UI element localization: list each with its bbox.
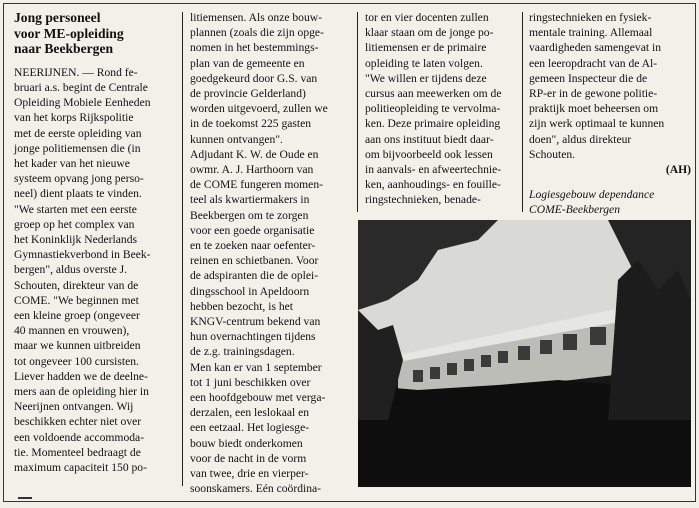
column-divider: [182, 12, 183, 486]
column-divider: [357, 12, 358, 212]
text-line: tor en vier docenten zullen: [365, 11, 489, 24]
text-line: litiemensen. Als onze bouw-: [190, 11, 323, 24]
text-line: hun overnachtingen tijdens: [190, 330, 316, 344]
text-line: nomen in het bestemmings-: [190, 41, 319, 55]
text-line: klaar staan om de jonge po-: [365, 26, 494, 40]
text-line: ringstechnieken en fysiek-: [529, 11, 652, 24]
text-line: de COME fungeren momen-: [190, 178, 323, 192]
text-line: voor een goede organisatie: [190, 223, 315, 237]
text-line: maar we kunnen uitbreiden: [14, 339, 141, 353]
text-line: reinen en schietbanen. Voor: [190, 254, 319, 268]
author-signature: (AH): [665, 163, 691, 177]
page-edge-mark: [18, 497, 32, 499]
text-line: aan ons instituut biedt daar-: [365, 132, 494, 146]
text-line: ken. Deze primaire opleiding: [365, 117, 501, 131]
text-line: in aanvals- en afweertechnie-: [365, 163, 502, 177]
building-photo-image: [358, 220, 691, 487]
text-line: opleiding te laten volgen.: [365, 56, 483, 70]
text-line: doen", aldus direkteur: [529, 132, 632, 146]
newspaper-page: [3, 3, 696, 502]
text-line: maximum capaciteit 150 po-: [14, 461, 147, 475]
text-line: Neerijnen ontvangen. Wij: [14, 400, 134, 414]
text-line: 40 mannen en vrouwen),: [14, 324, 130, 338]
text-line: derzalen, een leslokaal en: [190, 406, 310, 420]
headline: [14, 10, 174, 57]
text-line: tie. Momenteel bedraagt de: [14, 445, 141, 459]
text-line: Men kan er van 1 september: [190, 360, 322, 374]
text-line: tot 1 juni beschikken over: [190, 375, 311, 389]
text-line: Beekbergen om te zorgen: [190, 208, 309, 222]
text-line: beschikken echter niet over: [14, 415, 142, 429]
article-column-3: [365, 10, 515, 208]
text-line: Liever hadden we de deelne-: [14, 369, 148, 383]
headline-line: voor ME-opleiding: [14, 25, 124, 41]
text-line: een hoofdgebouw met verga-: [190, 391, 326, 405]
text-line: een eetzaal. Het logiesge-: [190, 421, 310, 435]
text-line: met de eerste opleiding van: [14, 126, 142, 140]
headline-line: naar Beekbergen: [14, 41, 114, 57]
text-line: en te zoeken naar oefenter-: [190, 239, 316, 253]
text-line: bouw biedt onderkomen: [190, 436, 303, 450]
text-line: een voldoende accommoda-: [14, 430, 145, 444]
text-line: Opleiding Mobiele Eenheden: [14, 96, 151, 110]
text-line: Schouten, direkteur van de: [14, 278, 139, 292]
text-line: voor de nacht in de vorm: [190, 451, 307, 465]
text-line: om bijvoorbeeld ook lessen: [365, 147, 493, 161]
text-line: gemeen Inspecteur die de: [529, 71, 648, 85]
text-line: praktijk moet beheersen om: [529, 102, 659, 116]
article-column-1: [14, 10, 174, 475]
text-line: de provincie Gelderland): [190, 87, 306, 101]
caption-line: COME-Beekbergen: [529, 203, 620, 217]
text-line: een kleine groep (ongeveer: [14, 309, 140, 323]
text-line: tot ongeveer 100 cursisten.: [14, 354, 139, 368]
text-line: owmr. A. J. Harthoorn van: [190, 163, 314, 177]
text-line: bruari a.s. begint de Centrale: [14, 80, 148, 94]
article-column-2: [190, 10, 350, 497]
text-line: worden uitgevoerd, zullen we: [190, 102, 328, 116]
text-line: neel) dient plaats te vinden.: [14, 187, 142, 201]
column-divider: [522, 12, 523, 212]
text-line: plannen (zoals die zijn opge-: [190, 26, 324, 40]
text-line: ringstechnieken, benade-: [365, 193, 481, 207]
text-line: politieopleiding te vervolma-: [365, 102, 501, 116]
text-line: ken, aanhoudings- en fouille-: [365, 178, 501, 192]
text-line: bergen", aldus overste J.: [14, 263, 128, 277]
column-text: [14, 65, 174, 475]
building-photo: [358, 220, 691, 487]
text-line: mentale training. Allemaal: [529, 26, 653, 40]
text-line: "We starten met een eerste: [14, 202, 137, 216]
text-line: Schouten.: [529, 147, 576, 161]
text-line: soonskamers. Eén coördina-: [190, 482, 322, 496]
text-line: van twee, drie en vierper-: [190, 467, 309, 481]
text-line: plan van de gemeente en: [190, 56, 305, 70]
text-line: het kader van het nieuwe: [14, 157, 130, 170]
text-line: vaardigheden samengevat in: [529, 41, 661, 55]
text-line: dingsschool in Apeldoorn: [190, 284, 310, 298]
text-line: Adjudant K. W. de Oude en: [190, 147, 319, 161]
text-line: systeem opvang jong perso-: [14, 172, 144, 186]
text-line: een leeropdracht van de Al-: [529, 56, 658, 70]
text-line: jonge politiemensen die (in: [14, 141, 141, 155]
text-line: kunnen ontvangen".: [190, 132, 283, 146]
text-line: groep op het complex van: [14, 217, 135, 231]
text-line: cursus aan meewerken om de: [365, 87, 502, 101]
text-line: van het korps Rijkspolitie: [14, 111, 134, 125]
text-line: RP-er in de gewone politie-: [529, 87, 658, 101]
text-line: het Koninklijk Nederlands: [14, 233, 137, 247]
text-line: goedgekeurd door G.S. van: [190, 71, 318, 85]
article-column-4: [529, 10, 691, 218]
photo-caption: [529, 187, 691, 217]
text-line: Gymnastiekverbond in Beek-: [14, 248, 151, 262]
text-line: mers aan de opleiding hier in: [14, 385, 149, 399]
column-text: [365, 10, 515, 208]
headline-line: Jong personeel: [14, 10, 101, 25]
text-line: teel als kwartiermakers in: [190, 193, 310, 207]
text-line: in de toekomst 225 gasten: [190, 117, 312, 131]
text-line: de z.g. trainingsdagen.: [190, 345, 295, 359]
caption-line: Logiesgebouw dependance: [529, 188, 655, 202]
column-text: [529, 10, 691, 162]
column-text: [190, 10, 350, 497]
text-line: litiemensen er de primaire: [365, 41, 487, 55]
text-line: de adspiranten die de oplei-: [190, 269, 319, 283]
text-line: KNGV-centrum bekend van: [190, 315, 321, 329]
text-line: NEERIJNEN. — Rond fe-: [14, 65, 138, 79]
text-line: zijn werk optimaal te kunnen: [529, 117, 665, 131]
text-line: hebben bezocht, is het: [190, 299, 294, 313]
text-line: COME. "We beginnen met: [14, 293, 139, 307]
text-line: "We willen er tijdens deze: [365, 71, 487, 85]
